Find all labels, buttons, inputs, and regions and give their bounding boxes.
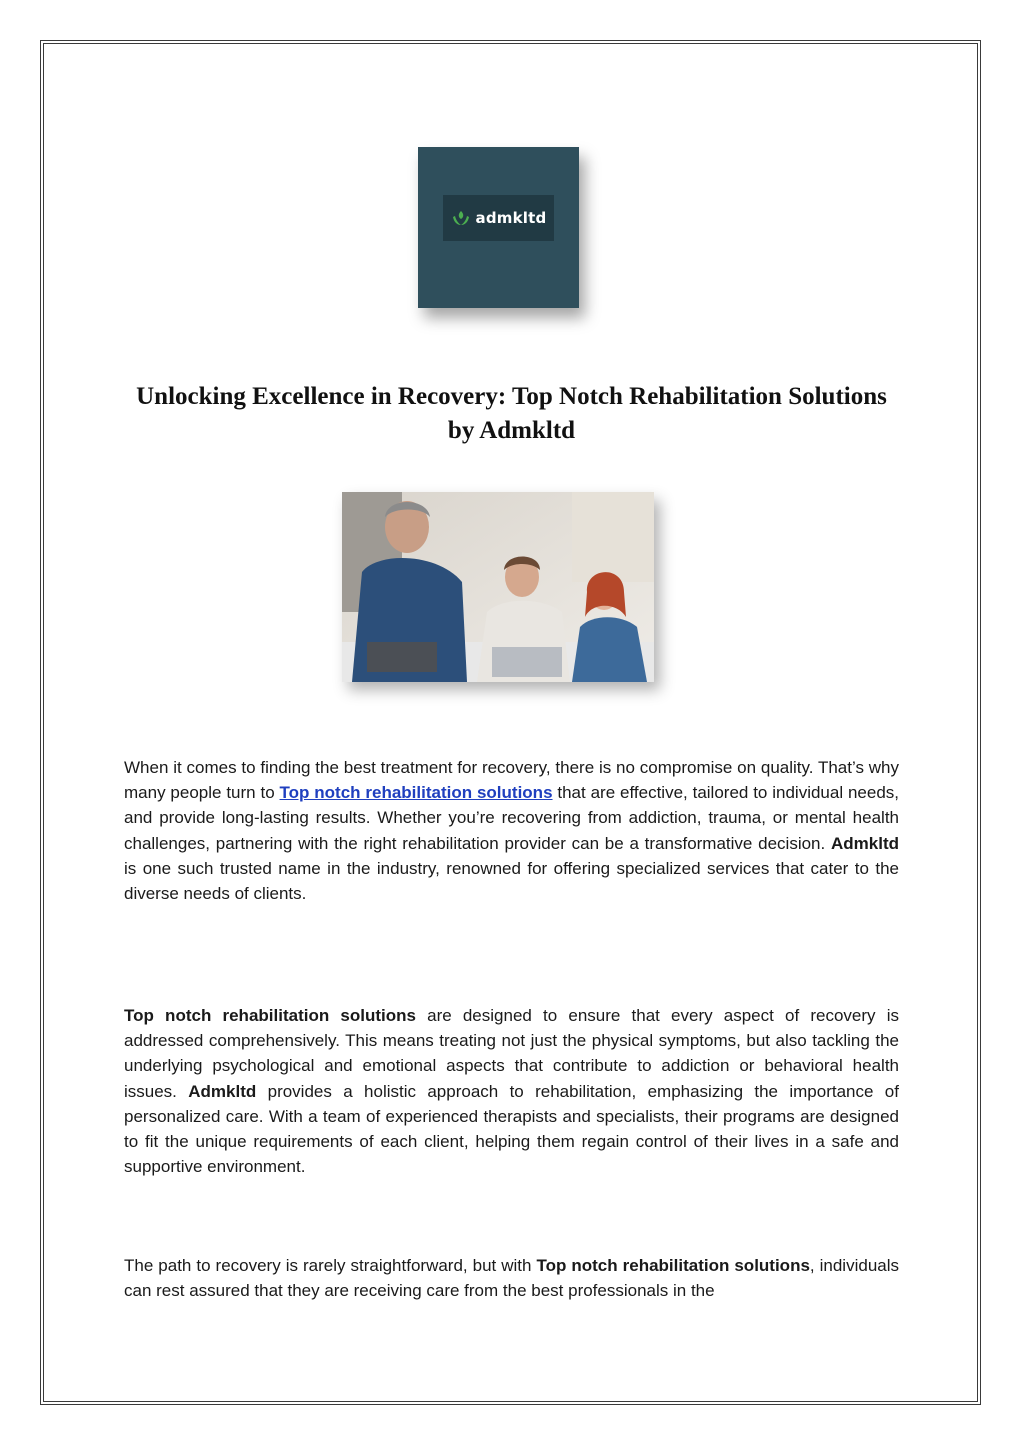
paragraph-2 (124, 1003, 899, 1179)
paragraph-2-text-2: provides a holistic approach to rehabilitation, emphasizing the importance of personalized care. With a team of experienced therapists and specialists, their programs are designed to fit the unique requirements of each client, helping them regain control of their lives in a safe and supportive environment. (124, 1081, 899, 1177)
paragraph-1 (124, 755, 899, 906)
paragraph-3 (124, 1253, 899, 1303)
paragraph-1-text-1: When it comes to finding the best treatment for recovery, there is no compromise on quality. That’s why many people turn to (124, 758, 899, 803)
hands-leaf-icon (451, 208, 471, 228)
logo-banner (443, 195, 554, 241)
paragraph-1-text-2: that are effective, tailored to individual needs, and provide long-lasting results. Whether you’re recovering from addiction, trauma, or mental health challenges, partnering with the right rehabilitation provider can be a transformative decision. (124, 783, 900, 853)
logo (418, 147, 579, 308)
page-title: Unlocking Excellence in Recovery: Top Notch Rehabilitation Solutions by Admkltd (136, 383, 887, 444)
paragraph-2-text-1: are designed to ensure that every aspect of recovery is addressed comprehensively. This means treating not just the physical symptoms, but also tackling the underlying psychological and emotional aspects that contribute to addiction or behavioral health issues. (124, 1006, 899, 1101)
paragraph-2-company-name: Admkltd (188, 1081, 257, 1101)
rehabilitation-solutions-link[interactable]: Top notch rehabilitation solutions (279, 783, 553, 803)
paragraph-1-company-name: Admkltd (831, 833, 899, 853)
paragraph-3-text-1: The path to recovery is rarely straightforward, but with (124, 1256, 537, 1275)
paragraph-1-text-3: is one such trusted name in the industry, renowned for offering specialized services that cater to the diverse needs of clients. (124, 858, 899, 904)
paragraph-2-bold-phrase: Top notch rehabilitation solutions (124, 1006, 416, 1025)
logo-text: admkltd (475, 209, 547, 227)
people-with-laptops-photo (342, 492, 654, 682)
paragraph-3-text-2: , individuals can rest assured that they are receiving care from the best professionals in the (124, 1256, 900, 1301)
paragraph-3-bold-phrase: Top notch rehabilitation solutions (536, 1256, 810, 1275)
